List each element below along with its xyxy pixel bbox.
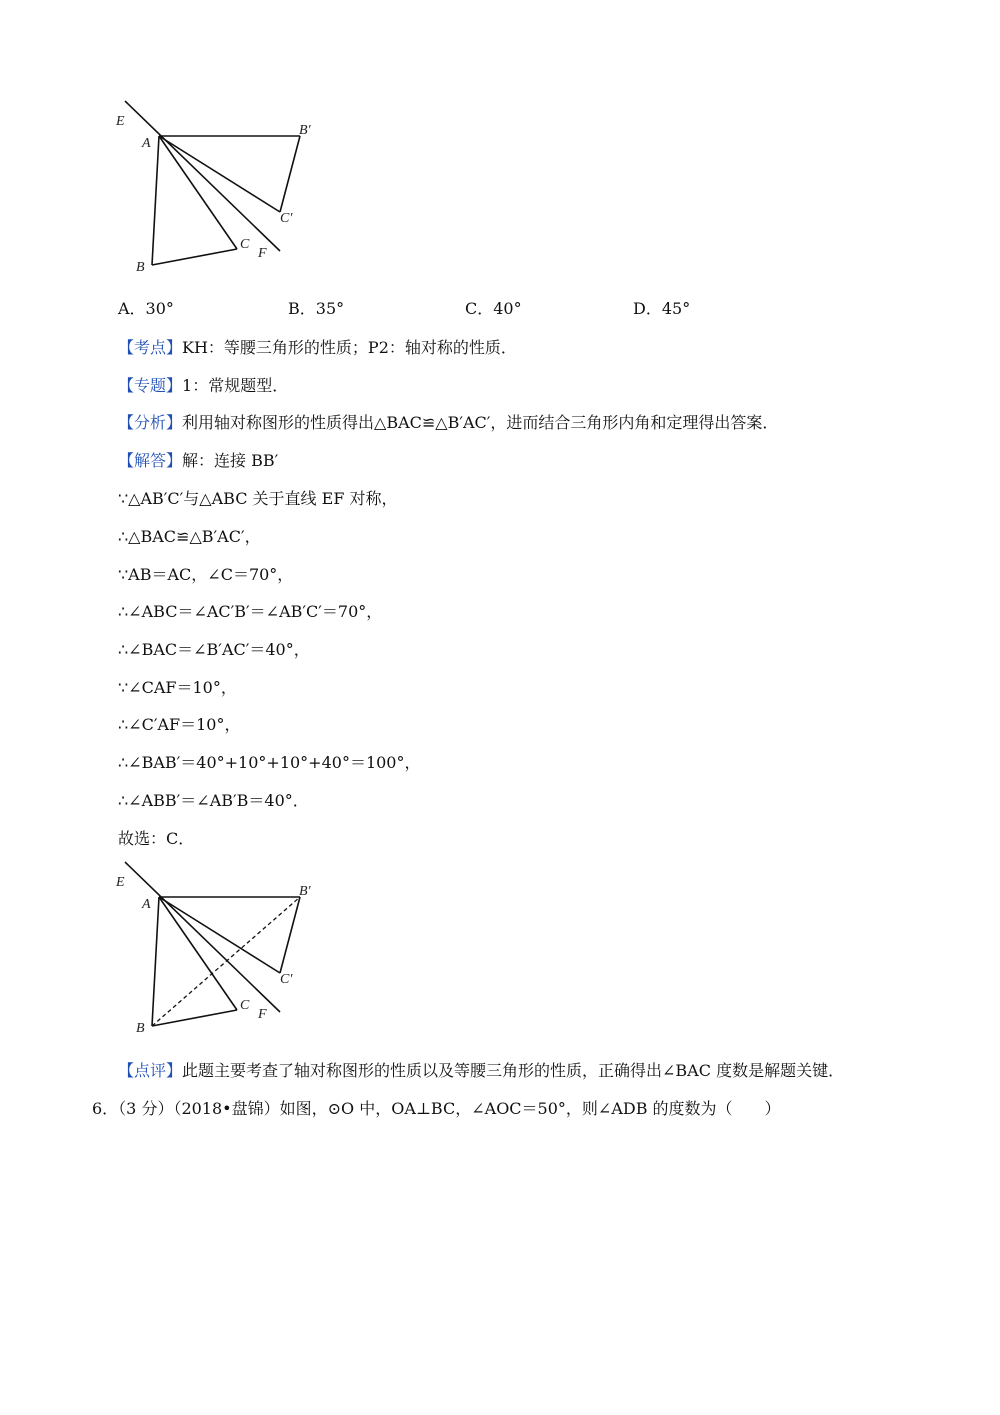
segment-ac-prime [159,897,280,973]
zhuanti-text: 1：常规题型． [182,376,289,395]
kaodian-line [118,338,517,358]
label-e: E [116,114,125,129]
solution-step: ∴∠ABB′＝∠AB′B＝40°． [118,791,309,810]
segment-ab [152,136,159,265]
jieda-text: 解：连接 BB′ [182,451,279,470]
zhuanti-tag: 【专题】 [118,376,183,395]
segment-ac [159,897,237,1010]
option-c: C．40° [465,299,522,318]
solution-step: ∵△AB′C′与△ABC 关于直线 EF 对称， [118,489,398,508]
segment-bc [152,1010,237,1026]
fenxi-tag: 【分析】 [118,413,183,432]
solution-step: ∵∠CAF＝10°， [118,678,237,697]
answer-choice: 故选：C． [118,829,195,848]
solution-step: ∴∠ABC＝∠AC′B′＝∠AB′C′＝70°， [118,602,383,621]
solution-step: ∴△BAC≌△B′AC′， [118,527,261,546]
label-c: C [240,998,250,1013]
label-a: A [142,136,151,151]
question-6: 6．（3 分）（2018•盘锦）如图，⊙O 中，OA⊥BC，∠AOC＝50°，则∠ADB 的度数为（ ） [92,1099,781,1118]
solution-step: ∴∠C′AF＝10°， [118,715,241,734]
dianping-line [118,1061,844,1081]
segment-bc [152,249,237,265]
label-f: F [258,246,267,261]
label-f: F [258,1007,267,1022]
label-c-prime: C′ [280,972,293,987]
label-c: C [240,237,250,252]
zhuanti-line [118,376,288,396]
label-b-prime: B′ [299,884,311,899]
segment-ac-prime [159,136,280,212]
geometry-figure-2 [110,856,340,1041]
fenxi-text: 利用轴对称图形的性质得出△BAC≌△B′AC′，进而结合三角形内角和定理得出答案． [182,413,779,432]
kaodian-tag: 【考点】 [118,338,183,357]
jieda-tag: 【解答】 [118,451,183,470]
segment-bb-prime-dashed [152,897,300,1026]
segment-ac [159,136,237,249]
segment-ab [152,897,159,1026]
label-b-prime: B′ [299,123,311,138]
solution-step: ∴∠BAB′＝40°+10°+10°+40°＝100°， [118,753,421,772]
label-b: B [136,260,145,275]
line-ef [125,862,280,1012]
option-d: D．45° [633,299,691,318]
option-b: B．35° [288,299,345,318]
label-e: E [116,875,125,890]
label-a: A [142,897,151,912]
option-a: A．30° [118,299,174,318]
segment-b-prime-c-prime [280,136,300,212]
dianping-text: 此题主要考查了轴对称图形的性质以及等腰三角形的性质，正确得出∠BAC 度数是解题关键． [182,1061,845,1080]
solution-step: ∴∠BAC＝∠B′AC′＝40°， [118,640,310,659]
fenxi-line [118,413,778,433]
line-ef [125,101,280,251]
dianping-tag: 【点评】 [118,1061,183,1080]
geometry-figure-1 [110,95,340,280]
jieda-line [118,451,278,471]
label-b: B [136,1021,145,1036]
kaodian-text: KH：等腰三角形的性质；P2：轴对称的性质． [182,338,517,357]
label-c-prime: C′ [280,211,293,226]
solution-step: ∵AB＝AC，∠C＝70°， [118,565,294,584]
segment-b-prime-c-prime [280,897,300,973]
